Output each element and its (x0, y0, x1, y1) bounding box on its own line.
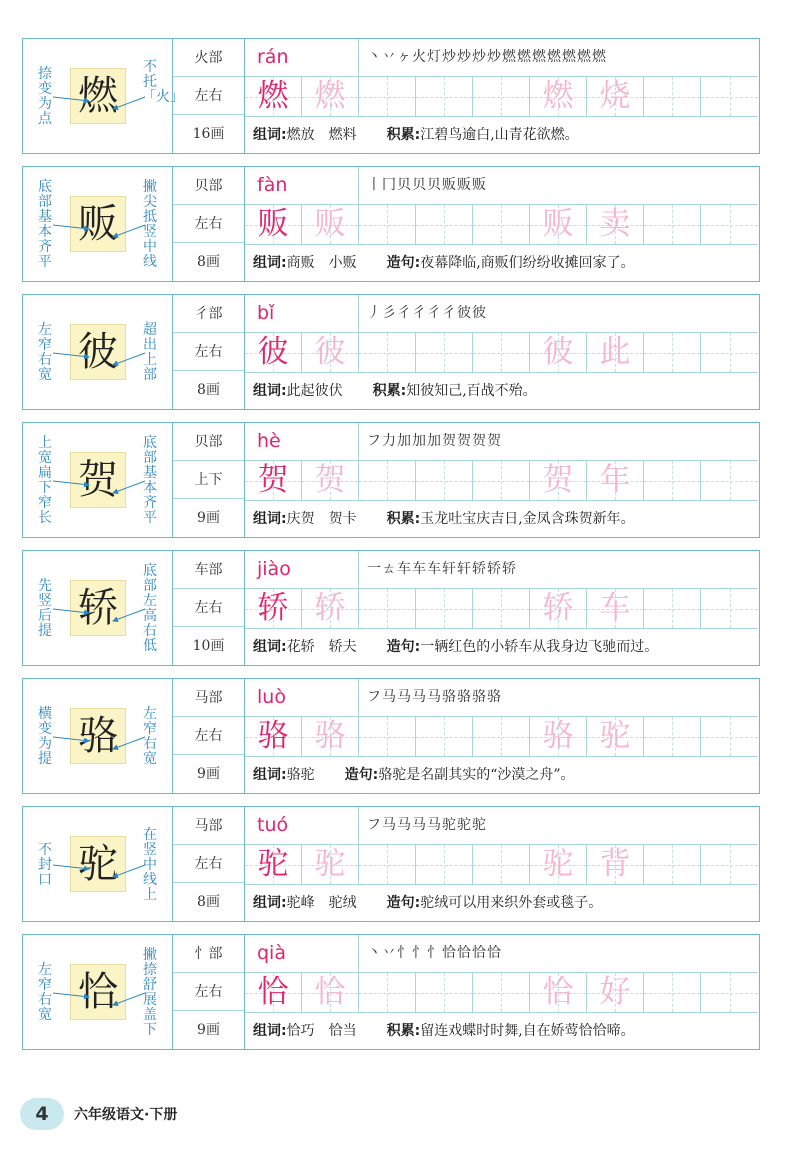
writing-cell (359, 461, 416, 500)
writing-cell (473, 333, 530, 372)
arrow-left (53, 865, 89, 869)
writing-cell (587, 717, 644, 756)
writing-cell (587, 973, 644, 1012)
grid-main-char: 轿 (257, 590, 289, 626)
writing-cell (359, 205, 416, 244)
grid-main-char: 骆 (257, 718, 289, 754)
writing-cell (530, 77, 587, 116)
writing-cell (245, 717, 302, 756)
extra-text: 玉龙吐宝庆吉日,金凤含珠贺新年。 (420, 511, 635, 527)
writing-cell (416, 461, 473, 500)
arrow-right (113, 737, 145, 749)
writing-cell (644, 77, 701, 116)
pinyin: jiào (245, 551, 359, 589)
writing-cell (359, 973, 416, 1012)
word-group-label: 组词: (253, 639, 287, 655)
grid-trace-char: 燃 (314, 78, 346, 114)
extra-label: 造句: (344, 767, 379, 783)
grid-trace-char: 贺 (542, 462, 574, 498)
pointer-arrows (23, 935, 173, 1051)
stroke-order: フ力加加加贺贺贺贺 (359, 423, 758, 461)
page-number: 4 (20, 1098, 64, 1130)
extra-label: 造句: (386, 255, 421, 271)
writing-cell (359, 333, 416, 372)
character-card (22, 550, 760, 666)
writing-cell (473, 77, 530, 116)
writing-tip-right: 底部左高右低 (143, 563, 157, 654)
stroke-order: 丿彡彳彳彳彳彼彼 (359, 295, 758, 333)
grid-word-char: 烧 (599, 78, 631, 114)
writing-cell (530, 461, 587, 500)
grid-trace-char: 彼 (542, 334, 574, 370)
writing-cell (416, 205, 473, 244)
writing-cell (473, 461, 530, 500)
grid-trace-char: 贺 (314, 462, 346, 498)
word-group-label: 组词: (253, 383, 287, 399)
extra-text: 知彼知己,百战不殆。 (406, 383, 537, 399)
writing-cell (530, 333, 587, 372)
writing-cell (644, 845, 701, 884)
character-card (22, 166, 760, 282)
writing-cell (530, 845, 587, 884)
word-group-label: 组词: (253, 767, 287, 783)
stroke-count: 16画 (192, 126, 225, 142)
writing-cell (530, 205, 587, 244)
writing-tip-left: 左窄右宽 (38, 322, 52, 383)
stroke-count: 8画 (197, 894, 220, 910)
writing-cell (587, 77, 644, 116)
grid-trace-char: 贩 (542, 206, 574, 242)
stroke-order: 丶丷忄忄忄恰恰恰恰 (359, 935, 758, 973)
writing-cell (416, 589, 473, 628)
writing-cell (473, 717, 530, 756)
writing-tips-zone (23, 935, 173, 1049)
structure: 左右 (173, 973, 244, 1011)
pointer-arrows (23, 295, 173, 411)
writing-cell (701, 77, 758, 116)
stroke-count: 8画 (197, 382, 220, 398)
stroke-count: 9画 (197, 1022, 220, 1038)
writing-cell (644, 333, 701, 372)
arrow-left (53, 993, 89, 997)
grid-main-char: 贩 (257, 206, 289, 242)
writing-cell (245, 589, 302, 628)
writing-cell (701, 205, 758, 244)
writing-tip-right: 撇尖抵竖中线 (143, 179, 157, 270)
stroke-order: フ马马马马驼驼驼 (359, 807, 758, 845)
grid-trace-char: 驼 (314, 846, 346, 882)
extra-label: 积累: (386, 511, 421, 527)
writing-grid (245, 77, 758, 117)
writing-cell (644, 461, 701, 500)
character-card (22, 806, 760, 922)
pinyin: tuó (245, 807, 359, 845)
word-group: 此起彼伏 (286, 383, 343, 399)
arrow-right (113, 97, 145, 109)
character-info (173, 551, 245, 665)
writing-tip-left: 不封口 (38, 841, 52, 888)
writing-tips-zone (23, 679, 173, 793)
word-group: 燃放 燃料 (286, 127, 357, 143)
structure: 左右 (173, 77, 244, 115)
writing-cell (416, 845, 473, 884)
writing-cell (587, 589, 644, 628)
radical: 忄部 (173, 935, 244, 973)
structure: 上下 (173, 461, 244, 499)
radical: 马部 (173, 679, 244, 717)
word-usage (245, 373, 766, 409)
writing-cell (644, 973, 701, 1012)
pinyin: luò (245, 679, 359, 717)
word-usage (245, 117, 766, 153)
writing-cell (416, 973, 473, 1012)
writing-cell (587, 845, 644, 884)
stroke-count: 10画 (192, 638, 225, 654)
writing-cell (302, 717, 359, 756)
stroke-count: 8画 (197, 254, 220, 270)
writing-grid (245, 461, 758, 501)
extra-label: 造句: (386, 895, 421, 911)
writing-grid (245, 333, 758, 373)
grid-word-char: 年 (599, 462, 631, 498)
extra-text: 江碧鸟逾白,山青花欲燃。 (420, 127, 579, 143)
grid-word-char: 好 (599, 974, 631, 1010)
word-usage (245, 629, 766, 665)
writing-grid (245, 205, 758, 245)
writing-grid (245, 589, 758, 629)
word-group: 庆贺 贺卡 (286, 511, 357, 527)
writing-cell (701, 589, 758, 628)
writing-cell (302, 973, 359, 1012)
writing-tip-right: 底部基本齐平 (143, 435, 157, 526)
arrow-left (53, 481, 89, 485)
model-character: 彼 (70, 324, 126, 380)
writing-cell (245, 845, 302, 884)
writing-tips-zone (23, 39, 184, 153)
word-group: 驼峰 驼绒 (286, 895, 357, 911)
pinyin: rán (245, 39, 359, 77)
character-card (22, 294, 760, 410)
writing-cell (701, 461, 758, 500)
word-group-label: 组词: (253, 895, 287, 911)
writing-tips-zone (23, 167, 173, 281)
grid-main-char: 燃 (257, 78, 289, 114)
grid-word-char: 驼 (599, 718, 631, 754)
structure: 左右 (173, 717, 244, 755)
character-info (173, 935, 245, 1049)
extra-text: 夜幕降临,商贩们纷纷收摊回家了。 (420, 255, 635, 271)
writing-cell (416, 77, 473, 116)
model-character: 恰 (70, 964, 126, 1020)
writing-cell (245, 333, 302, 372)
stroke-count: 9画 (197, 510, 220, 526)
writing-cell (302, 77, 359, 116)
grid-trace-char: 贩 (314, 206, 346, 242)
writing-tip-left: 捺变为点 (38, 66, 52, 127)
pointer-arrows (23, 423, 173, 539)
arrow-left (53, 353, 89, 357)
grid-trace-char: 轿 (542, 590, 574, 626)
character-card (22, 38, 760, 154)
extra-label: 积累: (372, 383, 407, 399)
model-character: 轿 (70, 580, 126, 636)
pinyin: qià (245, 935, 359, 973)
pointer-arrows (23, 807, 173, 923)
extra-text: 驼绒可以用来织外套或毯子。 (420, 895, 603, 911)
grid-trace-char: 驼 (542, 846, 574, 882)
word-group: 恰巧 恰当 (286, 1023, 357, 1039)
grid-main-char: 驼 (257, 846, 289, 882)
word-group-label: 组词: (253, 255, 287, 271)
grid-word-char: 背 (599, 846, 631, 882)
writing-cell (416, 717, 473, 756)
structure: 左右 (173, 845, 244, 883)
pointer-arrows (23, 679, 173, 795)
word-usage (245, 501, 766, 537)
writing-cell (359, 77, 416, 116)
radical: 火部 (173, 39, 244, 77)
character-info (173, 679, 245, 793)
arrow-left (53, 97, 89, 101)
writing-cell (359, 845, 416, 884)
radical: 贝部 (173, 167, 244, 205)
grid-main-char: 贺 (257, 462, 289, 498)
writing-cell (587, 333, 644, 372)
stroke-order: 一ㄊ车车车轩轩轿轿轿 (359, 551, 758, 589)
character-info (173, 295, 245, 409)
word-group-label: 组词: (253, 511, 287, 527)
writing-cell (416, 333, 473, 372)
word-usage (245, 757, 766, 793)
character-info (173, 423, 245, 537)
writing-tips-zone (23, 423, 173, 537)
grid-main-char: 彼 (257, 334, 289, 370)
writing-tip-right: 撇捺舒展盖下 (143, 947, 157, 1038)
model-character: 骆 (70, 708, 126, 764)
writing-cell (530, 589, 587, 628)
writing-cell (530, 717, 587, 756)
arrow-right (113, 353, 145, 365)
writing-cell (245, 205, 302, 244)
writing-tip-left: 底部基本齐平 (38, 179, 52, 270)
word-group: 花轿 轿夫 (286, 639, 357, 655)
writing-cell (302, 461, 359, 500)
word-usage (245, 1013, 766, 1049)
grid-word-char: 此 (599, 334, 631, 370)
writing-tip-left: 横变为提 (38, 706, 52, 767)
writing-cell (302, 589, 359, 628)
arrow-right (113, 225, 145, 237)
writing-cell (473, 845, 530, 884)
writing-cell (302, 205, 359, 244)
writing-cell (644, 205, 701, 244)
extra-label: 积累: (386, 1023, 421, 1039)
arrow-left (53, 737, 89, 741)
word-usage (245, 245, 766, 281)
extra-label: 造句: (386, 639, 421, 655)
word-group: 骆驼 (286, 767, 315, 783)
writing-tip-right: 在竖中线上 (143, 826, 157, 903)
pointer-arrows (23, 167, 173, 283)
word-group-label: 组词: (253, 127, 287, 143)
writing-tips-zone (23, 551, 173, 665)
grid-trace-char: 恰 (314, 974, 346, 1010)
arrow-right (113, 481, 145, 493)
writing-cell (359, 717, 416, 756)
character-card (22, 422, 760, 538)
extra-text: 一辆红色的小轿车从我身边飞驰而过。 (420, 639, 659, 655)
grid-trace-char: 骆 (314, 718, 346, 754)
writing-cell (587, 461, 644, 500)
writing-cell (245, 461, 302, 500)
writing-tip-right: 超出上部 (143, 322, 157, 383)
extra-text: 留连戏蝶时时舞,自在娇莺恰恰啼。 (420, 1023, 635, 1039)
word-group: 商贩 小贩 (286, 255, 357, 271)
character-info (173, 807, 245, 921)
writing-cell (473, 205, 530, 244)
pinyin: bǐ (245, 295, 359, 333)
page-footer (20, 1092, 240, 1136)
model-character: 贺 (70, 452, 126, 508)
radical: 贝部 (173, 423, 244, 461)
word-usage (245, 885, 766, 921)
writing-cell (473, 973, 530, 1012)
writing-cell (587, 205, 644, 244)
character-info (173, 167, 245, 281)
grid-trace-char: 骆 (542, 718, 574, 754)
arrow-left (53, 609, 89, 613)
book-title: 六年级语文·下册 (74, 1107, 178, 1123)
pinyin: hè (245, 423, 359, 461)
arrow-left (53, 225, 89, 229)
model-character: 燃 (70, 68, 126, 124)
writing-tips-zone (23, 807, 173, 921)
structure: 左右 (173, 333, 244, 371)
pointer-arrows (23, 551, 173, 667)
writing-cell (701, 845, 758, 884)
character-card (22, 934, 760, 1050)
structure: 左右 (173, 589, 244, 627)
writing-tip-left: 左窄右宽 (38, 962, 52, 1023)
arrow-right (113, 609, 145, 621)
grid-word-char: 卖 (599, 206, 631, 242)
grid-trace-char: 恰 (542, 974, 574, 1010)
character-card (22, 678, 760, 794)
writing-cell (530, 973, 587, 1012)
writing-cell (701, 717, 758, 756)
stroke-order: フ马马马马骆骆骆骆 (359, 679, 758, 717)
writing-cell (701, 333, 758, 372)
structure: 左右 (173, 205, 244, 243)
writing-tip-right: 不托「火」 (142, 58, 184, 105)
word-group-label: 组词: (253, 1023, 287, 1039)
extra-text: 骆驼是名副其实的“沙漠之舟”。 (378, 767, 575, 783)
radical: 彳部 (173, 295, 244, 333)
extra-label: 积累: (386, 127, 421, 143)
grid-trace-char: 彼 (314, 334, 346, 370)
writing-tip-right: 左窄右宽 (143, 706, 157, 767)
writing-cell (302, 333, 359, 372)
radical: 马部 (173, 807, 244, 845)
writing-cell (302, 845, 359, 884)
writing-cell (473, 589, 530, 628)
writing-grid (245, 717, 758, 757)
writing-cell (701, 973, 758, 1012)
radical: 车部 (173, 551, 244, 589)
arrow-right (113, 865, 145, 877)
stroke-order: 丶丷ヶ火灯炒炒炒炒燃燃燃燃燃燃燃 (359, 39, 758, 77)
pinyin: fàn (245, 167, 359, 205)
grid-main-char: 恰 (257, 974, 289, 1010)
pointer-arrows (23, 39, 184, 155)
grid-trace-char: 燃 (542, 78, 574, 114)
model-character: 驼 (70, 836, 126, 892)
model-character: 贩 (70, 196, 126, 252)
arrow-right (113, 993, 145, 1005)
writing-tips-zone (23, 295, 173, 409)
writing-tip-left: 先竖后提 (38, 578, 52, 639)
grid-trace-char: 轿 (314, 590, 346, 626)
character-info (173, 39, 245, 153)
writing-cell (644, 717, 701, 756)
grid-word-char: 车 (599, 590, 631, 626)
writing-cell (245, 973, 302, 1012)
writing-cell (644, 589, 701, 628)
writing-cell (359, 589, 416, 628)
stroke-count: 9画 (197, 766, 220, 782)
writing-grid (245, 845, 758, 885)
writing-tip-left: 上宽扁下窄长 (38, 435, 52, 526)
writing-grid (245, 973, 758, 1013)
writing-cell (245, 77, 302, 116)
stroke-order: 丨冂贝贝贝贩贩贩 (359, 167, 758, 205)
